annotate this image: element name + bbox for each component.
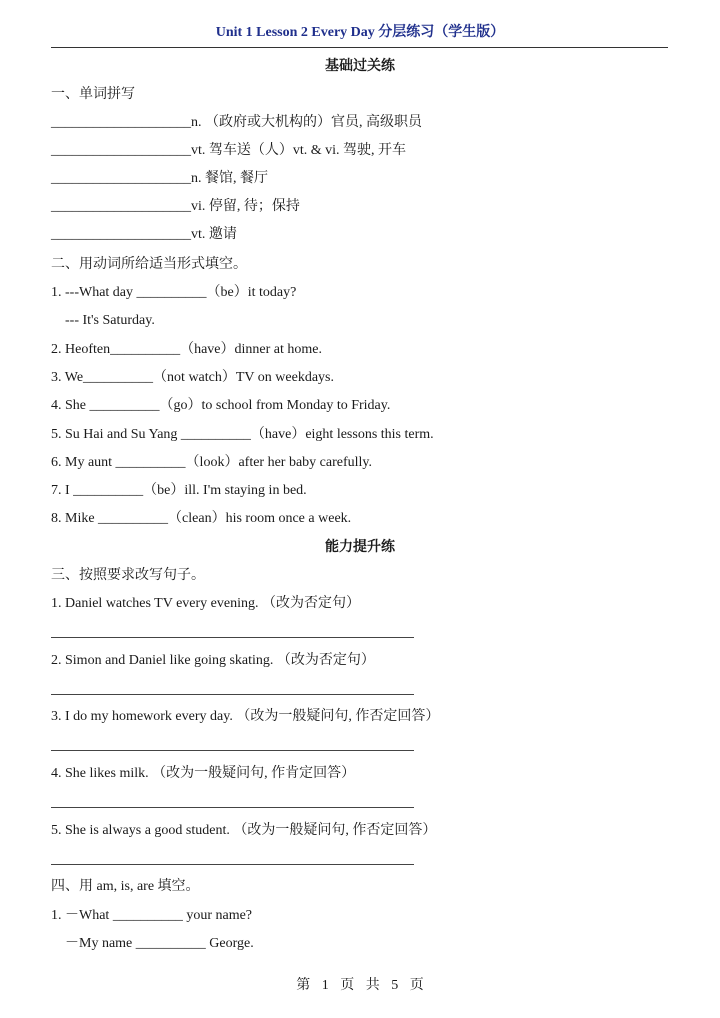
verb-item-8: 8. Mike __________（clean）his room once a week. bbox=[51, 511, 352, 526]
total-label: 共 bbox=[365, 978, 380, 993]
page-number: 1 bbox=[321, 978, 329, 993]
answer-line bbox=[51, 750, 414, 751]
rewrite-item-3: 3. I do my homework every day. （改为一般疑问句, 作否定回答） bbox=[51, 709, 440, 724]
rewrite-item-4: 4. She likes milk. （改为一般疑问句, 作肯定回答） bbox=[51, 766, 356, 781]
verb-item-3: 3. We__________（not watch）TV on weekdays. bbox=[51, 370, 334, 385]
be-item-1-answer: －My name __________ George. bbox=[65, 936, 254, 951]
answer-line bbox=[51, 864, 414, 865]
page-label: 第 bbox=[296, 978, 311, 993]
spelling-item-5: ____________________vt. 邀请 bbox=[51, 227, 237, 242]
verb-item-2: 2. Heoften__________（have）dinner at home. bbox=[51, 342, 322, 357]
total-pages: 5 bbox=[391, 978, 399, 993]
header-rule bbox=[51, 47, 668, 48]
answer-line bbox=[51, 694, 414, 695]
verb-item-5: 5. Su Hai and Su Yang __________（have）eight lessons this term. bbox=[51, 427, 434, 442]
spelling-item-4: ____________________vi. 停留, 待；保持 bbox=[51, 199, 300, 214]
rewrite-item-5: 5. She is always a good student. （改为一般疑问句, 作否定回答） bbox=[51, 823, 437, 838]
page-footer bbox=[0, 974, 720, 994]
verb-item-4: 4. She __________（go）to school from Monday to Friday. bbox=[51, 398, 391, 413]
section-heading-basic: 基础过关练 bbox=[325, 59, 395, 74]
rewrite-item-1: 1. Daniel watches TV every evening. （改为否定句） bbox=[51, 596, 360, 611]
spelling-item-3: ____________________n. 餐馆, 餐厅 bbox=[51, 171, 268, 186]
part4-title: 四、用 am, is, are 填空。 bbox=[51, 879, 200, 894]
answer-line bbox=[51, 637, 414, 638]
part1-title: 一、单词拼写 bbox=[51, 87, 135, 102]
document-title: Unit 1 Lesson 2 Every Day 分层练习（学生版） bbox=[215, 25, 505, 40]
rewrite-item-2: 2. Simon and Daniel like going skating. （改为否定句） bbox=[51, 653, 375, 668]
be-item-1: 1. －What __________ your name? bbox=[51, 908, 253, 923]
part2-title: 二、用动词所给适当形式填空。 bbox=[51, 257, 247, 272]
verb-item-1-answer: --- It's Saturday. bbox=[65, 313, 155, 328]
page-unit: 页 bbox=[340, 978, 355, 993]
spelling-item-1: ____________________n. （政府或大机构的）官员, 高级职员 bbox=[51, 115, 422, 130]
part3-title: 三、按照要求改写句子。 bbox=[51, 568, 205, 583]
verb-item-6: 6. My aunt __________（look）after her baby carefully. bbox=[51, 455, 373, 470]
answer-line bbox=[51, 807, 414, 808]
total-unit: 页 bbox=[409, 978, 424, 993]
section-heading-advanced: 能力提升练 bbox=[325, 540, 395, 555]
spelling-item-2: ____________________vt. 驾车送（人）vt. & vi. 驾驶, 开车 bbox=[51, 143, 407, 158]
verb-item-7: 7. I __________（be）ill. I'm staying in bed. bbox=[51, 483, 307, 498]
verb-item-1: 1. ---What day __________（be）it today? bbox=[51, 285, 297, 300]
